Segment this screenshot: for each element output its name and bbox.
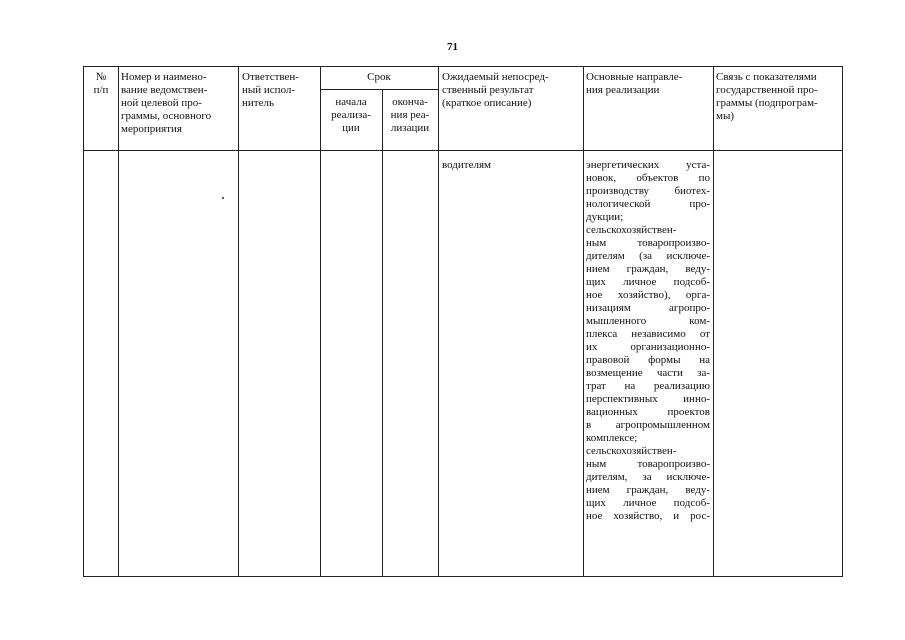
col-divider	[320, 67, 321, 576]
directions-line: вационных проектов	[586, 406, 710, 418]
directions-line: возмещение части за-	[586, 367, 710, 379]
header-num: № п/п	[93, 71, 109, 96]
directions-line: перспективных инно-	[586, 393, 710, 405]
directions-line: дителям (за исключе-	[586, 250, 710, 262]
directions-line: новок, объектов по	[586, 172, 710, 184]
directions-line: ное хозяйство), орга-	[586, 289, 710, 301]
header-result: Ожидаемый непосред- ственный результат (краткое описание)	[442, 71, 549, 109]
directions-line: в агропромышленном	[586, 419, 710, 431]
col-divider	[382, 89, 383, 576]
page-number: 71	[447, 41, 458, 53]
directions-line: щих личное подсоб-	[586, 276, 710, 288]
program-table	[83, 66, 843, 577]
col-divider	[238, 67, 239, 576]
header-program: Номер и наимено- вание ведомствен- ной целевой про- граммы, основного мероприятия	[121, 71, 212, 135]
term-subheader-divider	[320, 89, 438, 90]
col-divider	[583, 67, 584, 576]
directions-line: низациям агропро-	[586, 302, 710, 314]
directions-line: сельскохозяйствен-	[586, 224, 677, 236]
header-term-end: оконча- ния реа- лизации	[390, 96, 430, 134]
directions-line: мышленного ком-	[586, 315, 710, 327]
col-divider	[118, 67, 119, 576]
directions-line: нологической про-	[586, 198, 710, 210]
header-directions: Основные направле- ния реализации	[586, 71, 683, 96]
header-bottom-divider	[84, 150, 842, 151]
directions-line: плекса независимо от	[586, 328, 710, 340]
header-term: Срок	[367, 71, 391, 83]
col-divider	[438, 67, 439, 576]
directions-line: щих личное подсоб-	[586, 497, 710, 509]
directions-line: комплексе;	[586, 432, 638, 444]
header-responsible: Ответствен- ный испол- нитель	[242, 71, 299, 109]
directions-line: трат на реализацию	[586, 380, 710, 392]
directions-line: их организационно-	[586, 341, 710, 353]
directions-line: производству биотех-	[586, 185, 710, 197]
directions-line: ное хозяйство, и рос-	[586, 510, 710, 522]
scan-mark	[222, 197, 224, 199]
col-divider	[713, 67, 714, 576]
directions-line: энергетических уста-	[586, 159, 710, 171]
directions-line: дителям, за исключе-	[586, 471, 710, 483]
directions-line: нием граждан, веду-	[586, 263, 710, 275]
header-term-start: начала реализа- ции	[331, 96, 371, 134]
directions-line: правовой формы на	[586, 354, 710, 366]
header-link: Связь с показателями государственной про- граммы (подпрограм- мы)	[716, 71, 818, 122]
directions-cell	[586, 159, 710, 523]
directions-line: ным товаропроизво-	[586, 458, 710, 470]
directions-line: сельскохозяйствен-	[586, 445, 677, 457]
result-cell: водителям	[442, 159, 491, 171]
directions-line: дукции;	[586, 211, 624, 223]
directions-line: ным товаропроизво-	[586, 237, 710, 249]
directions-line: нием граждан, веду-	[586, 484, 710, 496]
